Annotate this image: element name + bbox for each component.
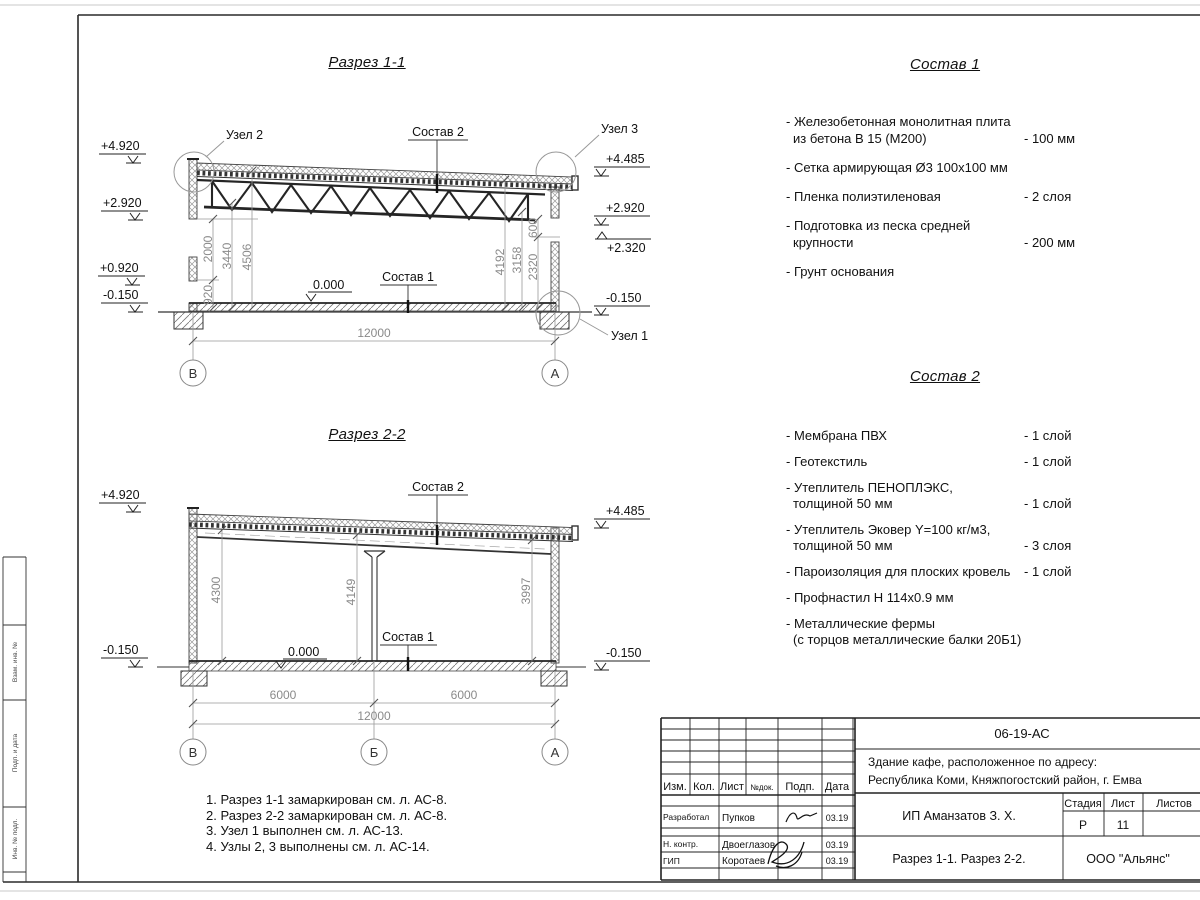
section1-grid bbox=[180, 360, 568, 386]
item-text: - Геотекстиль bbox=[786, 454, 868, 469]
dim-4506: 4506 bbox=[240, 243, 254, 271]
item-text2: крупности bbox=[793, 235, 854, 250]
dim-600: 600 bbox=[526, 217, 540, 239]
node2-label: Узел 2 bbox=[226, 128, 264, 142]
list-item bbox=[786, 564, 1088, 580]
title-block bbox=[661, 718, 1200, 880]
section2-title: Разрез 2-2 bbox=[328, 426, 406, 443]
sostav1-callout-s2: Состав 1 bbox=[382, 630, 434, 644]
section2-middle-column bbox=[364, 551, 385, 661]
elev-s2-left-1: +4.920 bbox=[101, 488, 140, 502]
list-item bbox=[786, 616, 1088, 648]
row-date-ncontr: 03.19 bbox=[825, 840, 849, 850]
list-item bbox=[786, 590, 1088, 606]
sostav1-title: Состав 1 bbox=[909, 56, 981, 73]
item-text: - Грунт основания bbox=[786, 264, 895, 279]
item-text: - Профнастил Н 114х0.9 мм bbox=[786, 590, 954, 605]
dim-4149: 4149 bbox=[344, 578, 358, 606]
col-izm: Изм. bbox=[663, 781, 687, 793]
list-item bbox=[786, 188, 1088, 205]
row-name-ncontr: Двоеглазов bbox=[722, 840, 776, 851]
dim-span-left: 6000 bbox=[269, 688, 297, 702]
col-list: Лист bbox=[720, 781, 744, 793]
list-item bbox=[786, 428, 1088, 444]
section2-grid bbox=[180, 739, 568, 765]
dim-3440: 3440 bbox=[220, 242, 234, 270]
object-line1: Здание кафе, расположенное по адресу: bbox=[868, 755, 1098, 769]
elev-left-1: +4.920 bbox=[101, 139, 140, 153]
section-1-1-drawing bbox=[98, 122, 651, 386]
item-text: - Пароизоляция для плоских кровель bbox=[786, 564, 1011, 579]
elev-right-1: +4.485 bbox=[606, 152, 645, 166]
zero-level-mark-s2: 0.000 bbox=[288, 645, 320, 659]
grid-bubble-v-s2: В bbox=[188, 745, 198, 760]
dim-920: 920 bbox=[201, 284, 215, 306]
col-data: Дата bbox=[824, 781, 850, 793]
elev-right-2: +2.920 bbox=[606, 201, 645, 215]
elev-s2-right-2: -0.150 bbox=[606, 646, 642, 660]
dim-4192: 4192 bbox=[493, 248, 507, 276]
item-text2: толщиной 50 мм bbox=[793, 538, 893, 553]
list-item bbox=[786, 480, 1088, 512]
list-item bbox=[786, 217, 1088, 251]
row-name-gip: Коротаев bbox=[722, 856, 766, 867]
col-ndoc: №док. bbox=[750, 783, 774, 792]
row-name-developer: Пупков bbox=[722, 813, 755, 824]
sostav1-callout: Состав 1 bbox=[382, 270, 434, 284]
sostav2-title: Состав 2 bbox=[909, 368, 981, 385]
side-strip-label: Подп. и дата bbox=[12, 733, 19, 773]
dim-3997: 3997 bbox=[519, 577, 533, 605]
node3-label: Узел 3 bbox=[601, 122, 639, 136]
elev-right-4: -0.150 bbox=[606, 291, 642, 305]
row-role-ncontr: Н. контр. bbox=[663, 839, 699, 849]
title-block-sign-rows bbox=[663, 812, 848, 867]
col-podp: Подп. bbox=[785, 781, 815, 793]
item-text2: из бетона В 15 (М200) bbox=[793, 131, 927, 146]
note-line: 3. Узел 1 выполнен см. л. АС-13. bbox=[206, 823, 404, 838]
list-item bbox=[786, 263, 1088, 280]
object-line2: Республика Коми, Княжпогостский район, г. Емва bbox=[868, 773, 1142, 787]
item-value: - 1 слой bbox=[1024, 454, 1072, 469]
row-role-developer: Разработал bbox=[663, 812, 710, 822]
doc-number: 06-19-АС bbox=[994, 726, 1050, 741]
sostav2-callout: Состав 2 bbox=[412, 125, 464, 139]
section2-elev-texts bbox=[101, 488, 645, 660]
sheets-label: Листов bbox=[1156, 798, 1192, 810]
item-text: - Утеплитель Эковер Y=100 кг/м3, bbox=[786, 522, 991, 537]
grid-bubble-a-s2: А bbox=[550, 745, 560, 760]
item-value: - 1 слой bbox=[1024, 428, 1072, 443]
item-text2: (с торцов металлические балки 20Б1) bbox=[793, 632, 1022, 647]
row-role-gip: ГИП bbox=[663, 856, 680, 866]
grid-bubble-v: В bbox=[188, 366, 198, 381]
note-line: 1. Разрез 1-1 замаркирован см. л. АС-8. bbox=[206, 792, 448, 807]
section2-dim-lines bbox=[193, 530, 555, 739]
item-text: - Металлические фермы bbox=[786, 616, 935, 631]
node1-label: Узел 1 bbox=[611, 329, 649, 343]
elev-right-3: +2.320 bbox=[607, 241, 646, 255]
grid-bubble-b-s2: Б bbox=[369, 745, 379, 760]
item-value: - 1 слой bbox=[1024, 564, 1072, 579]
item-value: - 200 мм bbox=[1024, 235, 1076, 250]
item-text: - Мембрана ПВХ bbox=[786, 428, 887, 443]
section2-roof bbox=[189, 514, 578, 554]
signatures bbox=[768, 813, 817, 867]
item-text: - Железобетонная монолитная плита bbox=[786, 114, 1011, 129]
list-item bbox=[786, 159, 1088, 176]
side-strip-label: Взам. инв. № bbox=[12, 641, 19, 683]
dim-12000: 12000 bbox=[357, 326, 391, 340]
side-strip-labels bbox=[12, 642, 19, 859]
section2-floor bbox=[157, 661, 586, 686]
elev-left-2: +2.920 bbox=[103, 196, 142, 210]
note-line: 4. Узлы 2, 3 выполнены см. л. АС-14. bbox=[206, 838, 430, 854]
section1-title: Разрез 1-1 bbox=[328, 54, 406, 71]
section-2-2-drawing bbox=[99, 480, 650, 765]
row-date-developer: 03.19 bbox=[825, 813, 849, 823]
dim-4300: 4300 bbox=[209, 576, 223, 604]
col-kol: Кол. bbox=[693, 781, 715, 793]
zero-level-mark: 0.000 bbox=[313, 278, 345, 292]
notes-block bbox=[206, 792, 447, 854]
sheet-title: Разрез 1-1. Разрез 2-2. bbox=[892, 852, 1026, 866]
item-text: - Подготовка из песка средней bbox=[786, 218, 971, 233]
item-text: - Утеплитель ПЕНОПЛЭКС, bbox=[786, 480, 953, 495]
section2-dim-labels bbox=[209, 576, 533, 723]
item-value: - 3 слоя bbox=[1024, 538, 1072, 553]
item-value: - 1 слой bbox=[1024, 496, 1072, 511]
elev-left-4: -0.150 bbox=[103, 288, 139, 302]
grid-bubble-a: А bbox=[550, 366, 560, 381]
list-item bbox=[786, 522, 1088, 554]
dim-12000-s2: 12000 bbox=[357, 709, 391, 723]
sostav2-list bbox=[786, 428, 1088, 658]
elev-s2-right-1: +4.485 bbox=[606, 504, 645, 518]
sheet-number: 11 bbox=[1116, 818, 1130, 832]
organization-name: ООО "Альянс" bbox=[1086, 852, 1170, 866]
dim-span-right: 6000 bbox=[450, 688, 478, 702]
dim-3158: 3158 bbox=[510, 246, 524, 274]
sostav1-list bbox=[786, 113, 1088, 292]
side-strip-label: Инв. № подл. bbox=[12, 818, 19, 860]
dim-2000: 2000 bbox=[201, 235, 215, 263]
section2-callouts bbox=[380, 480, 468, 671]
item-text: - Пленка полиэтиленовая bbox=[786, 189, 941, 204]
note-line: 2. Разрез 2-2 замаркирован см. л. АС-8. bbox=[206, 807, 448, 823]
item-text: - Сетка армирующая Ø3 100х100 мм bbox=[786, 160, 1008, 175]
client-name: ИП Аманзатов З. Х. bbox=[902, 809, 1016, 823]
dim-2320: 2320 bbox=[526, 253, 540, 281]
elev-s2-left-2: -0.150 bbox=[103, 643, 139, 657]
item-value: - 100 мм bbox=[1024, 131, 1076, 146]
list-item bbox=[786, 454, 1088, 470]
row-date-gip: 03.19 bbox=[825, 856, 849, 866]
list-item bbox=[786, 113, 1088, 147]
elev-left-3: +0.920 bbox=[100, 261, 139, 275]
stage-label: Стадия bbox=[1064, 798, 1102, 810]
item-value: - 2 слоя bbox=[1024, 189, 1072, 204]
sostav2-callout-s2: Состав 2 bbox=[412, 480, 464, 494]
section1-truss bbox=[197, 180, 545, 221]
sheet-label: Лист bbox=[1111, 798, 1135, 810]
item-text2: толщиной 50 мм bbox=[793, 496, 893, 511]
stage-value: Р bbox=[1078, 818, 1088, 832]
section1-elev-texts bbox=[100, 139, 646, 305]
